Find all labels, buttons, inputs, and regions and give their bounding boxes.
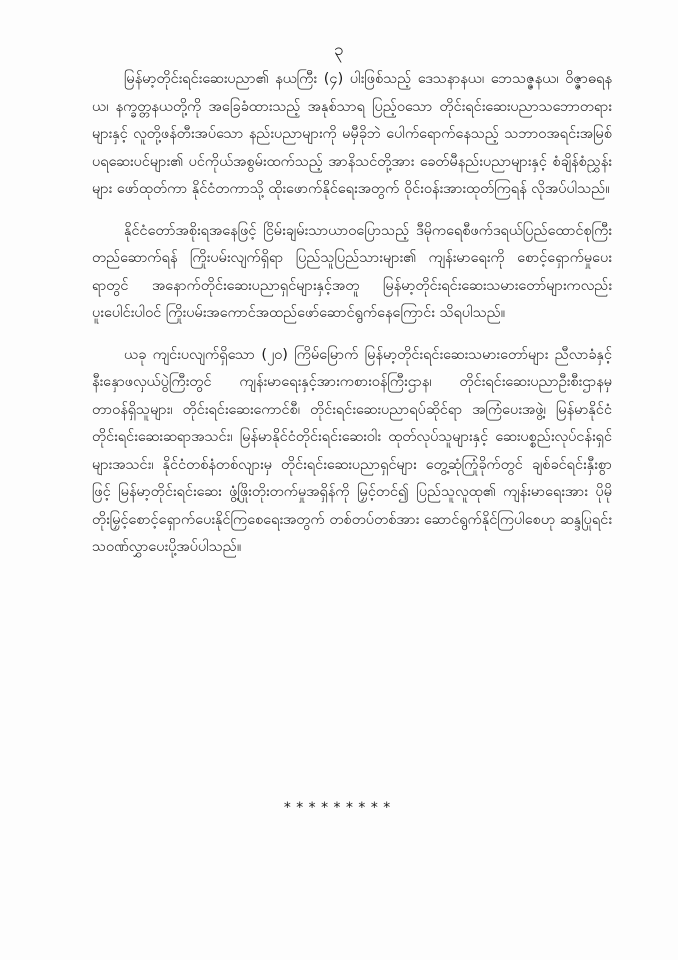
body-text (92, 66, 612, 576)
paragraph-3: ယခု ကျင်းပလျက်ရှိသော (၂၀) ကြိမ်မြောက် မြန်မာ့တိုင်းရင်းဆေးသမားတော်များ ညီလာခံနှင့် နီးနှောဖလှယ်ပွဲကြီးတွင် ကျန်းမာရေးနှင့်အားကစားဝန်ကြီးဌာန၊ တိုင်းရင်းဆေးပညာဦးစီးဌာနမှ တာဝန်ရှိသူများ၊ တိုင်းရင်းဆေးကောင်စီ၊ တိုင်းရင်းဆေးပညာရပ်ဆိုင်ရာ အကြံပေးအဖွဲ့၊ မြန်မာနိုင်ငံတိုင်းရင်းဆေးဆရာအသင်း၊ မြန်မာနိုင်ငံတိုင်းရင်းဆေးဝါး ထုတ်လုပ်သူများနှင့် ဆေးပစ္စည်းလုပ်ငန်းရှင်များအသင်း၊ နိုင်ငံတစ်နံတစ်လျားမှ တိုင်းရင်းဆေးပညာရှင်များ တွေ့ဆုံကြုံခိုက်တွင် ချစ်ခင်ရင်းနှီးစွာဖြင့် မြန်မာ့တိုင်းရင်းဆေး ဖွံ့ဖြိုးတိုးတက်မှုအရှိန်ကို မြှင့်တင်၍ ပြည်သူလူထု၏ ကျန်းမာရေးအား ပိုမိုတိုးမြှင့်စောင့်ရှောက်ပေးနိုင်ကြစေရေးအတွက် တစ်တပ်တစ်အား ဆောင်ရွက်နိုင်ကြပါစေဟု ဆန္ဒပြုရင်း သဝဏ်လွှာပေးပို့အပ်ပါသည်။ (92, 346, 612, 555)
paragraph-1: မြန်မာ့တိုင်းရင်းဆေးပညာ၏ နယကြီး (၄) ပါးဖြစ်သည့် ဒေသနာနယ၊ ဘေသဇ္ဇနယ၊ ဝိဇ္ဇာဓရနယ၊ နက္ခတ္တနယတို့ကို အခြေခံထားသည့် အနုစ်သာရ ပြည့်ဝသော တိုင်းရင်းဆေးပညာသဘောတရားများနှင့် လူတို့ဖန်တီးအပ်သော နည်းပညာများကို မမှီခိုဘဲ ပေါက်ရောက်နေသည့် သဘာဝအရင်းအမြစ် ပရဆေးပင်များ၏ ပင်ကိုယ်အစွမ်းထက်သည့် အာနိသင်တို့အား ခေတ်မီနည်းပညာများနှင့် စံချိန်စံညွှန်းများ ဖော်ထုတ်ကာ နိုင်ငံတကာသို့ ထိုးဖောက်နိုင်ရေးအတွက် ဝိုင်းဝန်းအားထုတ်ကြရန် လိုအပ်ပါသည်။ (92, 71, 612, 197)
page-number: ၃ (334, 40, 344, 60)
end-separator: ********* (283, 800, 395, 816)
paragraph-2: နိုင်ငံတော်အစိုးရအနေဖြင့် ငြိမ်းချမ်းသာယာဝပြောသည့် ဒီမိုကရေစီဖက်ဒရယ်ပြည်ထောင်စုကြီး တည်ဆောက်ရန် ကြိုးပမ်းလျက်ရှိရာ ပြည်သူပြည်သားများ၏ ကျန်းမာရေးကို စောင့်ရှောက်မှုပေးရာတွင် အနောက်တိုင်းဆေးပညာရှင်များနှင့်အတူ မြန်မာ့တိုင်းရင်းဆေးသမားတော်များကလည်း ပူးပေါင်းပါဝင် ကြိုးပမ်းအကောင်အထည်ဖော်ဆောင်ရွက်နေကြောင်း သိရပါသည်။ (92, 222, 612, 321)
